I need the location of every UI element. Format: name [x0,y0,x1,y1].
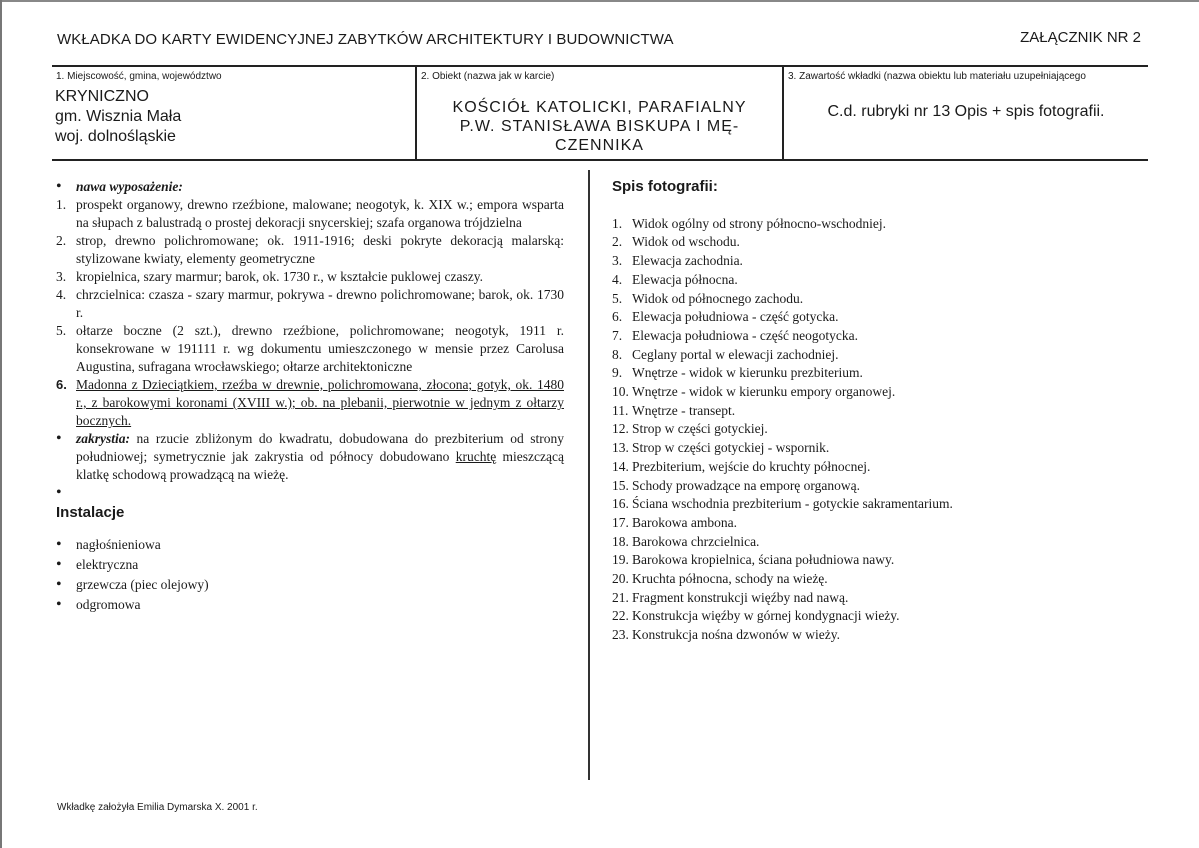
photo-caption: Ściana wschodnia prezbiterium - gotyckie sakramentarium. [632,496,953,512]
left-column [56,178,564,614]
sacristy-text [76,430,564,484]
installation-item [56,536,564,554]
item-number: 3. [56,269,67,284]
installation-item [56,596,564,614]
list-item [56,322,564,376]
bullet-icon: • [56,596,62,613]
column-divider [588,170,590,780]
bullet-icon: • [56,430,62,447]
location-box [52,67,417,159]
photo-list-item [612,477,1112,496]
photo-number: 23. [612,627,629,643]
sacristy-row [56,430,564,484]
photo-number: 17. [612,514,629,530]
voivodeship-name: woj. dolnośląskie [55,128,176,145]
photo-caption: Elewacja zachodnia. [632,253,743,269]
photo-number: 15. [612,477,629,493]
photo-number: 14. [612,458,629,474]
location-label: 1. Miejscowość, gmina, województwo [56,71,222,82]
list-item [56,268,564,286]
photo-number: 12. [612,421,629,437]
photo-number: 13. [612,440,629,456]
list-item [56,286,564,322]
right-column [612,178,1112,645]
photo-caption: Elewacja północna. [632,271,738,287]
photo-number: 5. [612,290,623,306]
photo-caption: Wnętrze - widok w kierunku empory organowej. [632,384,896,400]
photo-caption: Strop w części gotyckiej - wspornik. [632,440,830,456]
item-text: strop, drewno polichromowane; ok. 1911-1916; deski pokryte dekoracją malarską: stylizowane kwiaty, elementy geometryczne [76,233,564,266]
list-item-madonna [56,376,564,430]
photo-number: 16. [612,496,629,512]
object-name [417,98,782,155]
photo-list-item [612,607,1112,626]
sacristy-desc: na rzucie zbliżonym do kwadratu, dobudowana do prezbiterium od strony południowej; symetrycznie jak zakrystia od północy dobudowano [76,431,564,464]
scan-edge-top [0,0,1199,2]
photo-caption: Elewacja południowa - część neogotycka. [632,327,859,343]
item-text: chrzcielnica: czasza - szary marmur, pokrywa - drewno polichromowane; barok, ok. 1730 r. [76,287,564,320]
bullet-icon: • [56,178,62,195]
photo-list-item [612,290,1112,309]
item-number: 1. [56,197,67,212]
photo-number: 11. [612,402,629,418]
photo-list-item [612,626,1112,645]
empty-bullet-row [56,484,564,502]
location-lines [55,87,181,147]
photo-caption: Wnętrze - transept. [632,402,736,418]
installation-text: nagłośnieniowa [76,537,161,552]
photo-caption: Widok od północnego zachodu. [632,290,804,306]
commune-name: gm. Wisznia Mała [55,108,182,125]
photo-list-item [612,383,1112,402]
photo-list-item [612,439,1112,458]
contents-box [784,67,1148,159]
photo-list-item [612,402,1112,421]
photo-caption: Wnętrze - widok w kierunku prezbiterium. [632,365,863,381]
item-number: 6. [56,377,67,392]
photo-caption: Barokowa chrzcielnica. [632,533,760,549]
photo-number: 10. [612,384,629,400]
photo-list [612,215,1112,645]
installations-list [56,536,564,614]
item-text: ołtarze boczne (2 szt.), drewno rzeźbione, polichromowane; neogotyk, 1911 r. konsekrowane w 191111 r. wg dokumentu umieszczonego w mensie przez Carolusa Augustina, sufragana wrocławskiego; ołtarze architektoniczne [76,323,564,374]
photo-number: 6. [612,309,623,325]
footer-note: Wkładkę założyła Emilia Dymarska X. 2001 r. [57,802,258,813]
item-number: 4. [56,287,67,302]
photo-list-item [612,495,1112,514]
photo-caption: Fragment konstrukcji więźby nad nawą. [632,589,849,605]
photo-caption: Konstrukcja więźby w górnej kondygnacji wieży. [632,608,900,624]
photo-list-item [612,589,1112,608]
item-text: Madonna z Dzieciątkiem, rzeźba w drewnie, polichromowana, złocona; gotyk, ok. 1480 r., z barokowymi koronami (XVIII w.); ob. na plebanii, pierwotnie w jednym z ołtarzy bocznych. [76,377,564,428]
annex-label: ZAŁĄCZNIK NR 2 [1020,29,1141,46]
photo-list-item [612,308,1112,327]
photo-number: 22. [612,608,629,624]
photo-caption: Konstrukcja nośna dzwonów w wieży. [632,627,840,643]
photo-list-item [612,271,1112,290]
village-name: KRYNICZNO [55,88,149,105]
bullet-icon: • [56,484,62,501]
photo-list-item [612,458,1112,477]
photo-number: 7. [612,327,623,343]
photo-caption: Widok od wschodu. [632,234,740,250]
bullet-icon: • [56,556,62,573]
installation-text: grzewcza (piec olejowy) [76,577,209,592]
photo-list-item [612,364,1112,383]
item-number: 2. [56,233,67,248]
object-box [417,67,784,159]
photo-list-item [612,215,1112,234]
photo-list-item [612,420,1112,439]
photos-heading: Spis fotografii: [612,178,718,195]
photo-number: 8. [612,346,623,362]
installation-item [56,576,564,594]
installation-text: elektryczna [76,557,139,572]
photo-list-item [612,533,1112,552]
photo-number: 19. [612,552,629,568]
object-name-line: P.W. STANISŁAWA BISKUPA I MĘ- [459,118,740,135]
installation-item [56,556,564,574]
item-text: prospekt organowy, drewno rzeźbione, malowane; neogotyk, k. XIX w.; empora wsparta na słupach z balustradą o prostej dekoracji snycerskiej; szafa organowa trójdzielna [76,197,564,230]
photo-caption: Prezbiterium, wejście do kruchty północnej. [632,458,871,474]
object-label: 2. Obiekt (nazwa jak w karcie) [421,71,555,82]
photo-list-item [612,514,1112,533]
photo-caption: Elewacja południowa - część gotycka. [632,309,839,325]
nave-heading-row [56,178,564,196]
item-text: kropielnica, szary marmur; barok, ok. 1730 r., w kształcie puklowej czaszy. [76,269,483,284]
scan-edge-left [0,0,2,848]
object-name-line: CZENNIKA [555,137,644,154]
photo-number: 3. [612,253,623,269]
list-item [56,232,564,268]
list-item [56,196,564,232]
photo-caption: Kruchta północna, schody na wieżę. [632,571,828,587]
nave-heading: nawa wyposażenie: [76,179,183,194]
bullet-icon: • [56,576,62,593]
header-boxes [52,65,1148,161]
photo-list-item [612,551,1112,570]
photo-list-item [612,252,1112,271]
contents-value: C.d. rubryki nr 13 Opis + spis fotografii. [827,103,1105,120]
photo-list-item [612,327,1112,346]
photo-caption: Barokowa kropielnica, ściana południowa nawy. [632,552,895,568]
photo-number: 1. [612,215,623,231]
photo-number: 2. [612,234,623,250]
photo-caption: Barokowa ambona. [632,514,737,530]
installation-text: odgromowa [76,597,141,612]
porch-word: kruchtę [455,449,497,464]
photo-number: 18. [612,533,629,549]
photo-list-item [612,570,1112,589]
sacristy-label: zakrystia: [76,431,130,446]
photo-list-item [612,233,1112,252]
photo-list-item [612,346,1112,365]
photo-number: 21. [612,589,629,605]
object-name-line: KOŚCIÓŁ KATOLICKI, PARAFIALNY [452,99,747,116]
installations-heading: Instalacje [56,504,125,521]
bullet-icon: • [56,536,62,553]
photo-number: 9. [612,365,623,381]
form-title: WKŁADKA DO KARTY EWIDENCYJNEJ ZABYTKÓW ARCHITEKTURY I BUDOWNICTWA [57,31,674,48]
photo-caption: Schody prowadzące na emporę organową. [632,477,861,493]
photo-caption: Widok ogólny od strony północno-wschodniej. [632,215,887,231]
photo-caption: Ceglany portal w elewacji zachodniej. [632,346,839,362]
photo-number: 4. [612,271,623,287]
item-number: 5. [56,323,67,338]
sacristy-desc-end: mieszczącą klatkę schodową prowadzącą na wieżę. [76,449,564,482]
contents-label: 3. Zawartość wkładki (nazwa obiektu lub materiału uzupełniającego [788,71,1086,82]
photo-caption: Strop w części gotyckiej. [632,421,768,437]
photo-number: 20. [612,571,629,587]
